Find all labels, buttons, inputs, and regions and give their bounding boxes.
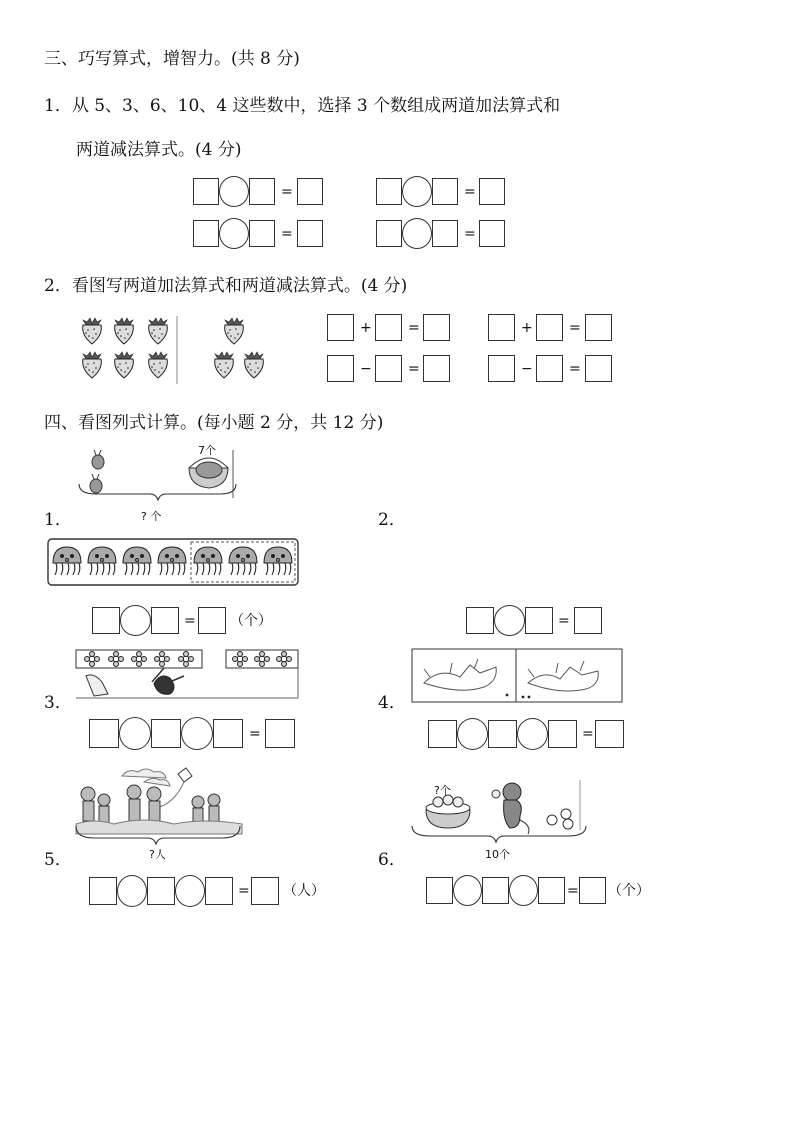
operator-circle[interactable]: [494, 605, 525, 636]
problem-5-children-kite-illustration: [74, 764, 244, 846]
operator-circle[interactable]: [219, 218, 249, 249]
answer-box[interactable]: [198, 607, 226, 634]
operator-circle[interactable]: [181, 717, 213, 750]
problem-4-number: 4．: [378, 693, 406, 713]
operator-circle[interactable]: [517, 718, 548, 750]
plus-sign: +: [521, 320, 533, 336]
problem-4-deer-illustration: [410, 647, 624, 704]
answer-box[interactable]: [488, 720, 517, 748]
equals-sign: =: [582, 726, 594, 742]
answer-box[interactable]: [205, 877, 233, 905]
answer-box[interactable]: [251, 877, 279, 905]
problem-6-brace-label: 10个: [485, 848, 510, 861]
problem-1-top-label: 7个: [198, 444, 216, 457]
answer-box[interactable]: [193, 178, 219, 205]
answer-box[interactable]: [432, 178, 458, 205]
equals-sign: =: [249, 726, 261, 742]
operator-circle[interactable]: [219, 176, 249, 207]
operator-circle[interactable]: [402, 176, 432, 207]
problem-6-number: 6．: [378, 850, 406, 870]
equals-sign: =: [464, 184, 476, 200]
unit-label: （个）: [608, 883, 650, 899]
answer-box[interactable]: [525, 607, 553, 634]
equals-sign: =: [184, 613, 196, 629]
minus-sign: −: [360, 361, 372, 377]
answer-box[interactable]: [327, 355, 354, 382]
answer-box[interactable]: [265, 719, 295, 748]
answer-box[interactable]: [428, 720, 457, 748]
answer-box[interactable]: [423, 314, 450, 341]
question-1-line-2: 两道减法算式。(4 分): [76, 140, 242, 160]
answer-box[interactable]: [193, 220, 219, 247]
equals-sign: =: [408, 361, 420, 377]
equals-sign: =: [281, 184, 293, 200]
problem-3-flowers-hand-illustration: [74, 648, 300, 703]
operator-circle[interactable]: [453, 875, 482, 906]
answer-box[interactable]: [89, 877, 117, 905]
operator-circle[interactable]: [457, 718, 488, 750]
unit-label: （个）: [230, 613, 272, 629]
answer-box[interactable]: [585, 314, 612, 341]
answer-box[interactable]: [538, 877, 565, 904]
answer-box[interactable]: [297, 178, 323, 205]
answer-box[interactable]: [151, 607, 179, 634]
answer-box[interactable]: [249, 220, 275, 247]
answer-box[interactable]: [574, 607, 602, 634]
answer-box[interactable]: [375, 314, 402, 341]
answer-box[interactable]: [249, 178, 275, 205]
problem-2-jellyfish-illustration: [47, 538, 299, 586]
section-3-title: 三、巧写算式，增智力。(共 8 分): [44, 49, 300, 69]
question-2-text: 2．看图写两道加法算式和两道减法算式。(4 分): [44, 276, 408, 296]
answer-box[interactable]: [536, 314, 563, 341]
equals-sign: =: [464, 226, 476, 242]
answer-box[interactable]: [479, 178, 505, 205]
operator-circle[interactable]: [119, 717, 151, 750]
problem-6-top-label: ?个: [434, 784, 451, 797]
equals-sign: =: [281, 226, 293, 242]
equals-sign: =: [558, 613, 570, 629]
answer-box[interactable]: [89, 719, 119, 748]
plus-sign: +: [360, 320, 372, 336]
answer-box[interactable]: [579, 877, 606, 904]
answer-box[interactable]: [423, 355, 450, 382]
answer-box[interactable]: [327, 314, 354, 341]
unit-label: （人）: [283, 883, 325, 899]
answer-box[interactable]: [488, 355, 515, 382]
answer-box[interactable]: [92, 607, 120, 634]
problem-1-number: 1．: [44, 510, 72, 530]
answer-box[interactable]: [482, 877, 509, 904]
answer-box[interactable]: [375, 355, 402, 382]
operator-circle[interactable]: [509, 875, 538, 906]
equals-sign: =: [567, 883, 579, 899]
problem-3-number: 3．: [44, 693, 72, 713]
answer-box[interactable]: [488, 314, 515, 341]
strawberries-illustration: [74, 312, 274, 387]
operator-circle[interactable]: [120, 605, 151, 636]
answer-box[interactable]: [548, 720, 577, 748]
problem-5-brace-label: ?人: [149, 848, 166, 861]
answer-box[interactable]: [147, 877, 175, 905]
answer-box[interactable]: [297, 220, 323, 247]
answer-box[interactable]: [536, 355, 563, 382]
section-4-title: 四、看图列式计算。(每小题 2 分，共 12 分): [44, 413, 384, 433]
question-1-line-1: 1．从 5、3、6、10、4 这些数中，选择 3 个数组成两道加法算式和: [44, 96, 561, 116]
equals-sign: =: [569, 361, 581, 377]
problem-5-number: 5．: [44, 850, 72, 870]
answer-box[interactable]: [376, 220, 402, 247]
answer-box[interactable]: [376, 178, 402, 205]
answer-box[interactable]: [426, 877, 453, 904]
equals-sign: =: [408, 320, 420, 336]
operator-circle[interactable]: [117, 875, 147, 907]
operator-circle[interactable]: [402, 218, 432, 249]
answer-box[interactable]: [479, 220, 505, 247]
answer-box[interactable]: [151, 719, 181, 748]
answer-box[interactable]: [466, 607, 494, 634]
answer-box[interactable]: [213, 719, 243, 748]
problem-1-brace-label: ? 个: [141, 510, 162, 523]
equals-sign: =: [569, 320, 581, 336]
answer-box[interactable]: [432, 220, 458, 247]
problem-2-number: 2．: [378, 510, 406, 530]
minus-sign: −: [521, 361, 533, 377]
equals-sign: =: [238, 883, 250, 899]
answer-box[interactable]: [595, 720, 624, 748]
operator-circle[interactable]: [175, 875, 205, 907]
answer-box[interactable]: [585, 355, 612, 382]
